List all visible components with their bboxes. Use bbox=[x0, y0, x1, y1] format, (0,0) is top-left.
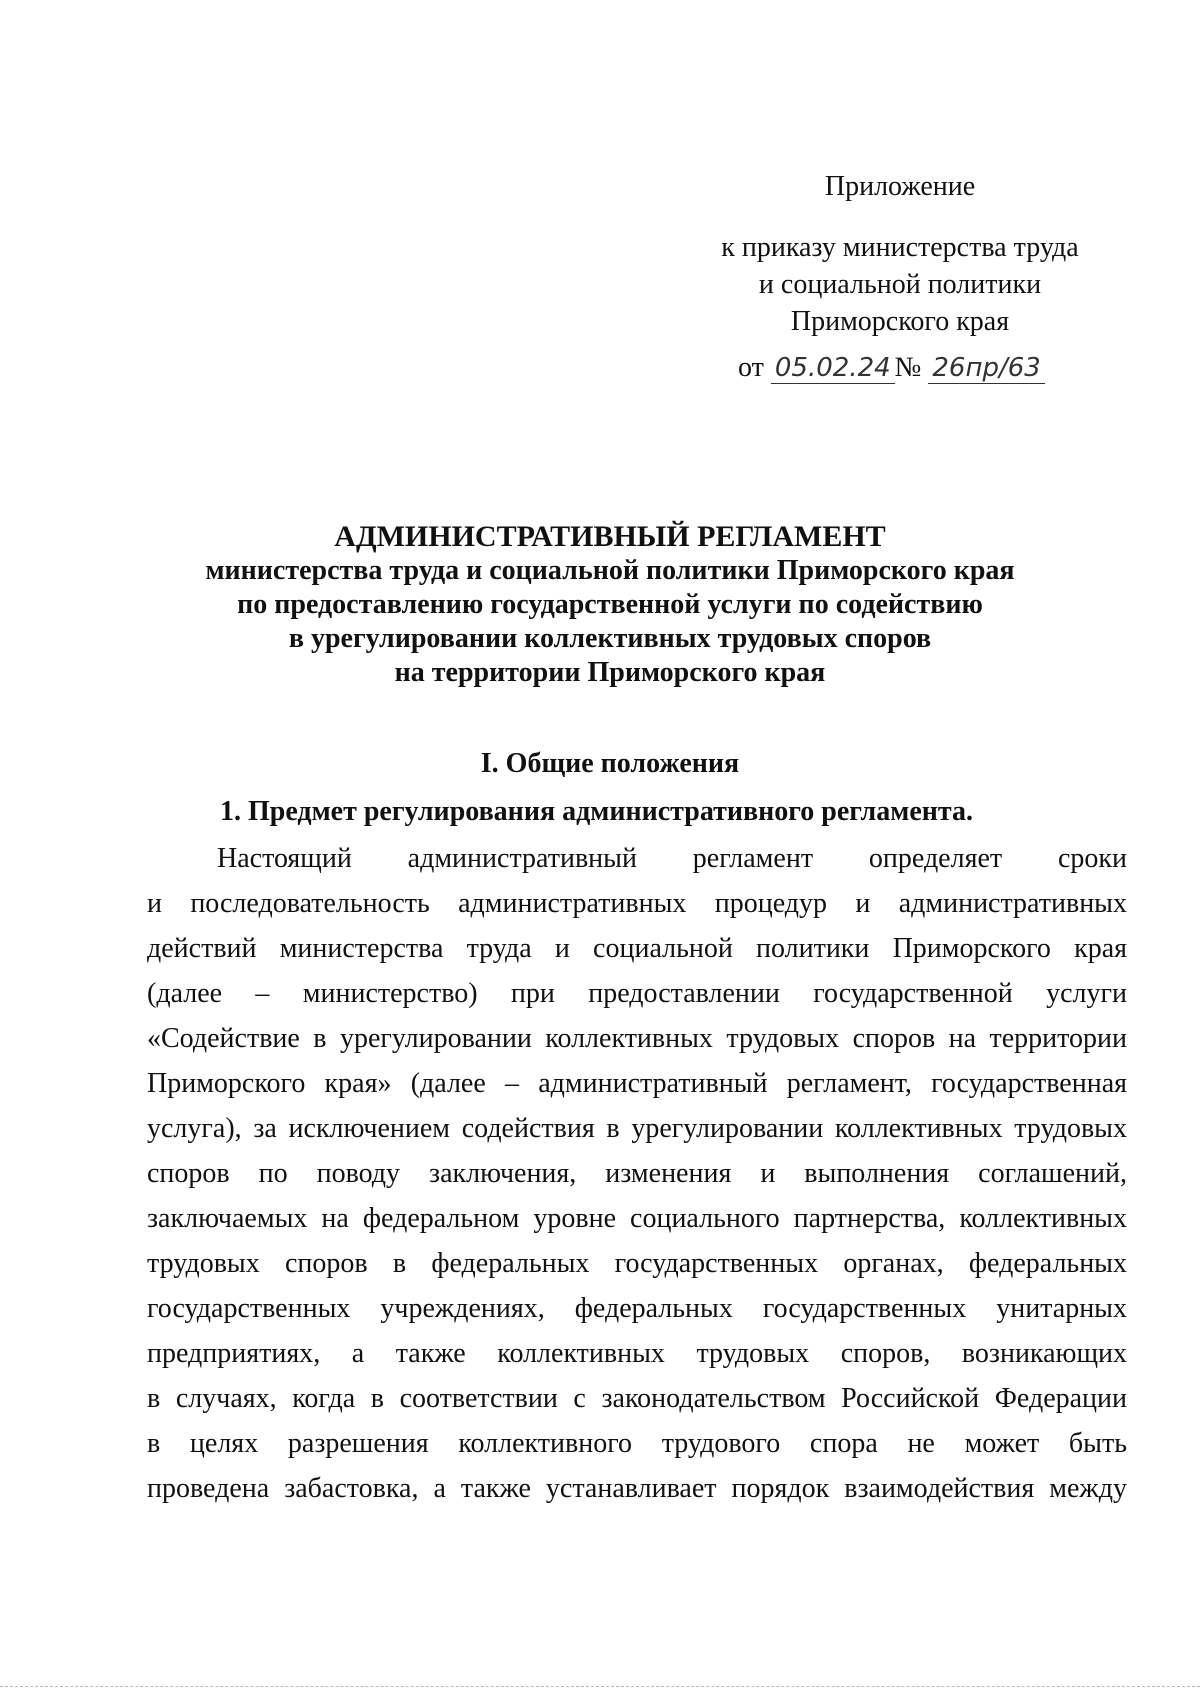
document-subtitle-line-3: в урегулировании коллективных трудовых споров bbox=[288, 623, 932, 654]
body-line: Приморского края» (далее – административный регламент, государственная bbox=[147, 1068, 1127, 1099]
body-line: государственных учреждениях, федеральных государственных унитарных bbox=[147, 1293, 1127, 1324]
body-line: предприятиях, а также коллективных трудовых споров, возникающих bbox=[147, 1338, 1127, 1369]
body-line: трудовых споров в федеральных государственных органах, федеральных bbox=[147, 1248, 1127, 1279]
document-title: АДМИНИСТРАТИВНЫЙ РЕГЛАМЕНТ bbox=[334, 520, 886, 553]
body-line: Настоящий административный регламент определяет сроки bbox=[217, 843, 1127, 874]
order-prefix: от bbox=[738, 352, 764, 383]
section-heading: I. Общие положения bbox=[480, 748, 740, 779]
appendix-line-2: и социальной политики bbox=[758, 269, 1042, 300]
body-line: и последовательность административных процедур и административных bbox=[147, 888, 1127, 919]
body-line: «Содействие в урегулировании коллективных трудовых споров на территории bbox=[147, 1023, 1127, 1054]
body-line: в случаях, когда в соответствии с законодательством Российской Федерации bbox=[147, 1383, 1127, 1414]
order-number-handwritten: 26пр/63 bbox=[928, 353, 1044, 384]
appendix-block bbox=[640, 168, 1160, 340]
appendix-title: Приложение bbox=[824, 171, 976, 202]
document-subtitle-line-2: по предоставлению государственной услуги по содействию bbox=[237, 589, 983, 620]
body-line: споров по поводу заключения, изменения и выполнения соглашений, bbox=[147, 1158, 1127, 1189]
document-subtitle-line-4: на территории Приморского края bbox=[394, 657, 826, 688]
body-line: проведена забастовка, а также устанавливает порядок взаимодействия между bbox=[147, 1473, 1127, 1504]
body-line: (далее – министерство) при предоставлении государственной услуги bbox=[147, 978, 1127, 1009]
body-line: заключаемых на федеральном уровне социального партнерства, коллективных bbox=[147, 1203, 1127, 1234]
appendix-line-3: Приморского края bbox=[790, 306, 1010, 337]
document-title-block bbox=[140, 520, 1080, 690]
document-subtitle-line-1: министерства труда и социальной политики Приморского края bbox=[205, 555, 1015, 586]
body-paragraph bbox=[147, 836, 1127, 1511]
body-line: услуга), за исключением содействия в урегулировании коллективных трудовых bbox=[147, 1113, 1127, 1144]
order-number-sign: № bbox=[894, 352, 922, 383]
order-reference bbox=[738, 352, 1045, 384]
body-line: действий министерства труда и социальной политики Приморского края bbox=[147, 933, 1127, 964]
scan-edge-divider bbox=[0, 1686, 1200, 1687]
appendix-line-1: к приказу министерства труда bbox=[721, 232, 1079, 263]
body-line: в целях разрешения коллективного трудового спора не может быть bbox=[147, 1428, 1127, 1459]
subsection-heading: 1. Предмет регулирования административного регламента. bbox=[220, 796, 973, 827]
order-date-handwritten: 05.02.24 bbox=[771, 353, 895, 384]
